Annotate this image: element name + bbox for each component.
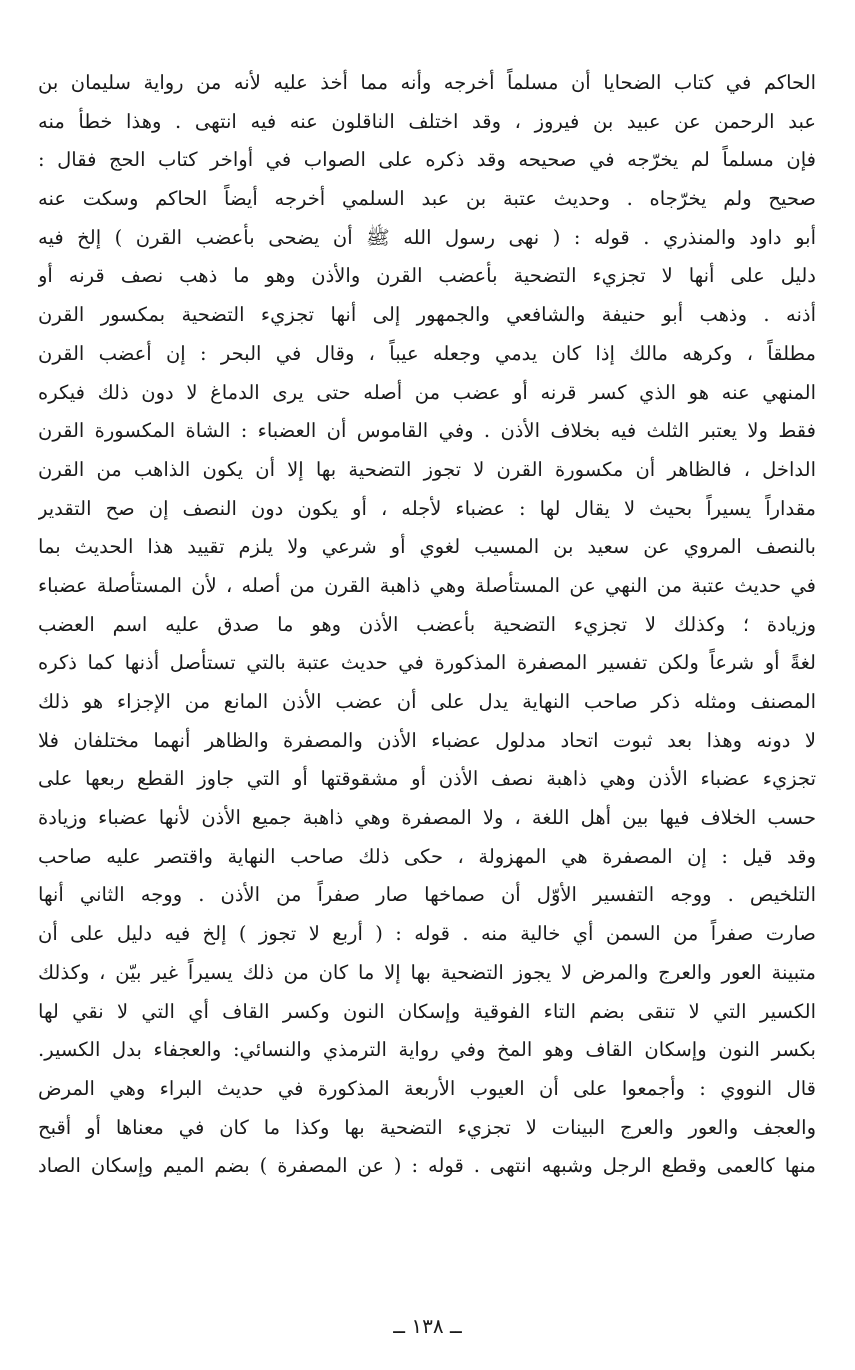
text-line: في حديث عتبة من النهي عن المستأصلة وهي ذاهبة القرن من أصله ، لأن المستأصلة عضباء <box>38 573 816 597</box>
text-line: مطلقاً ، وكرهه مالك إذا كان يدمي وجعله عيباً ، وقال في البحر : إن أعضب القرن <box>38 341 816 365</box>
text-line: بكسر النون وإسكان القاف وهو المخ وفي رواية الترمذي والنسائي: والعجفاء بدل الكسير. <box>38 1038 816 1062</box>
text-line: لا دونه وهذا بعد ثبوت اتحاد مدلول عضباء الأذن والمصفرة والظاهر أنهما مختلفان فلا <box>38 728 816 752</box>
text-line: تجزيء عضباء الأذن وهي ذاهبة نصف الأذن أو مشقوقتها أو التي جاوز القطع ربعها على <box>38 767 816 791</box>
text-line: مقداراً يسيراً بحيث لا يقال لها : عضباء لأجله ، أو يكون دون النصف إن صح التقدير <box>38 496 816 520</box>
page-number: ــ ١٣٨ ــ <box>393 1314 462 1338</box>
text-line: والعجف والعور والعرج البينات لا تجزيء التضحية بها وكذا ما كان في معناها أو أقبح <box>38 1115 816 1139</box>
text-line: أذنه . وذهب أبو حنيفة والشافعي والجمهور إلى أنها تجزيء التضحية بمكسور القرن <box>38 303 816 327</box>
text-line: وقد قيل : إن المصفرة هي المهزولة ، حكى ذلك صاحب النهاية واقتصر عليه صاحب <box>38 844 816 868</box>
text-line: فقط ولا يعتبر الثلث فيه بخلاف الأذن . وفي القاموس أن العضباء : الشاة المكسورة القرن <box>38 419 816 443</box>
main-text <box>38 64 816 1186</box>
text-line: دليل على أنها لا تجزيء التضحية بأعضب القرن والأذن وهو ما ذهب نصف قرنه أو <box>38 264 816 288</box>
text-line: صحيح ولم يخرّجاه . وحديث عتبة بن عبد السلمي أخرجه أيضاً الحاكم وسكت عنه <box>38 187 816 211</box>
text-line: المنهي عنه هو الذي كسر قرنه أو عضب من أصله حتى يرى الدماغ لا دون ذلك فيكره <box>38 380 816 404</box>
text-line: متبينة العور والعرج والمرض لا يجوز التضحية بها إلا ما كان من ذلك يسيراً غير بيّن ، وكذلك <box>38 960 816 984</box>
text-line: عبد الرحمن عن عبيد بن فيروز ، وقد اختلف الناقلون عنه فيه انتهى . وهذا خطأ منه <box>38 109 816 133</box>
text-line: أبو داود والمنذري . قوله : ( نهى رسول الله ﷺ أن يضحى بأعضب القرن ) إلخ فيه <box>38 225 816 249</box>
text-line: لغةً أو شرعاً ولكن تفسير المصفرة المذكورة في حديث عتبة بالتي تستأصل أذنها كما ذكره <box>38 651 816 675</box>
text-line: قال النووي : وأجمعوا على أن العيوب الأربعة المذكورة في حديث البراء وهي المرض <box>38 1076 816 1100</box>
text-line: وزيادة ؛ وكذلك لا تجزيء التضحية بأعضب الأذن وهو ما صدق عليه اسم العضب <box>38 612 816 636</box>
text-line: منها كالعمى وقطع الرجل وشبهه انتهى . قوله : ( عن المصفرة ) بضم الميم وإسكان الصاد <box>38 1154 816 1178</box>
text-line: الكسير التي لا تنقى بضم التاء الفوقية وإسكان النون وكسر القاف أي التي لا نقي لها <box>38 999 816 1023</box>
text-line: فإن مسلماً لم يخرّجه في صحيحه وقد ذكره على الصواب في أواخر كتاب الحج فقال : <box>38 148 816 172</box>
text-line: المصنف ومثله ذكر صاحب النهاية يدل على أن عضب الأذن المانع من الإجزاء هو ذلك <box>38 690 816 713</box>
text-line: بالنصف المروي عن سعيد بن المسيب لغوي أو شرعي ولا يلزم تقييد هذا الحديث بما <box>38 535 816 559</box>
text-line: التلخيص . ووجه التفسير الأوّل أن صماخها صار صفراً من الأذن . ووجه الثاني أنها <box>38 883 816 907</box>
text-line: صارت صفراً من السمن أي خالية منه . قوله : ( أربع لا تجوز ) إلخ فيه دليل على أن <box>38 922 816 946</box>
text-line: الحاكم في كتاب الضحايا أن مسلماً أخرجه وأنه مما أخذ عليه لأنه من رواية سليمان بن <box>38 71 816 94</box>
text-line: حسب الخلاف فيها بين أهل اللغة ، ولا المصفرة وهي ذاهبة جميع الأذن لأنها عضباء وزيادة <box>38 806 816 830</box>
text-line: الداخل ، فالظاهر أن مكسورة القرن لا تجوز التضحية بها إلا أن يكون الذاهب من القرن <box>38 457 816 481</box>
